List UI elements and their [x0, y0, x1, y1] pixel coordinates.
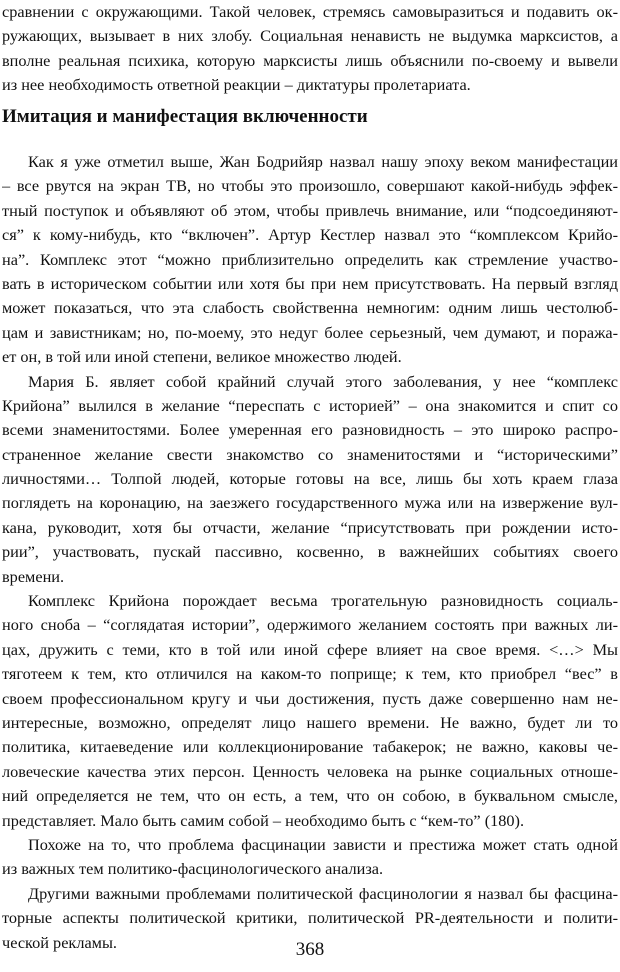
text-line: Похоже на то, что проблема фасцинации зависти и престижа может стать одной — [28, 834, 618, 854]
text-line: политика, китаеведение или коллекционирование табакерок; не важно, каковы че- — [2, 737, 618, 757]
text-line: цах, дружить с теми, кто в той или иной сфере влияет на свое время. <…> Мы — [2, 639, 618, 659]
text-line: ся” к кому-нибудь, кто “включен”. Артур Кестлер назвал это “комплексом Крийо- — [2, 225, 618, 245]
text-line: может показаться, что эта слабость свойственна немногим: одним лишь честолюб- — [2, 298, 618, 318]
text-line: кана, руководит, хотя бы отчасти, желание “присутствовать при рождении исто- — [2, 517, 618, 537]
text-line: из важных тем политико-фасцинологического анализа. — [2, 859, 384, 879]
text-line: страненное желание свести знакомство со знаменитостями и “историческими” — [2, 444, 618, 464]
text-line: ного снобa – “соглядатая истории”, одержимого желанием состоять при важных ли- — [2, 615, 618, 635]
text-line: цам и завистникам; но, по-моему, это недуг более серьезный, чем думают, и поража- — [2, 322, 618, 342]
text-line: всеми знаменитостями. Более умеренная его разновидность – это широко распро- — [2, 420, 618, 440]
section-heading: Имитация и манифестация включенности — [2, 106, 368, 127]
page-number: 368 — [295, 939, 325, 960]
text-line: ловеческие качества этих персон. Ценность человека на рынке социальных отноше- — [2, 761, 618, 781]
text-line: представляет. Мало быть самим собой – необходимо быть с “кем-то” (180). — [2, 810, 525, 830]
text-line: времени. — [2, 566, 65, 586]
text-line: интересные, возможно, определят лицо нашего времени. Не важно, будет ли то — [2, 712, 618, 732]
text-line: на”. Комплекс этот “можно приблизительно определить как стремление участво- — [2, 249, 618, 269]
text-line: вать в историческом событии или хотя бы при нем присутствовать. На первый взгляд — [2, 273, 618, 293]
text-line: – все рвутся на экран ТВ, но чтобы это произошло, совершают какой-нибудь эффек- — [2, 176, 618, 196]
intro-paragraph — [2, 0, 618, 98]
text-line: вполне реальная психика, которую марксисты лишь объяснили по-своему и вывели — [2, 50, 618, 70]
text-line: рии”, участвовать, пускай пассивно, косвенно, в важнейших событиях своего — [2, 542, 618, 562]
text-line: Как я уже отметил выше, Жан Бодрийяр назвал нашу эпоху веком манифестации — [28, 152, 618, 171]
text-line: своем профессиональном кругу и чьи достижения, пусть даже совершенно нам не- — [2, 688, 618, 708]
text-line: из нее необходимость ответной реакции – диктатуры пролетариата. — [2, 75, 471, 95]
text-line: личностями… Толпой людей, которые готовы на все, лишь бы хоть краем глаза — [2, 469, 618, 489]
text-line: тный поступок и объявляют об этом, чтобы привлечь внимание, или “подсоединяют- — [2, 200, 618, 220]
text-line: тяготеем к тем, кто отличился на каком-то поприще; к тем, кто приобрел “вес” в — [2, 664, 618, 684]
text-line: торные аспекты политической критики, политической PR-деятельности и полити- — [2, 908, 618, 928]
text-line: ет он, в той или иной степени, великое множество людей. — [2, 347, 402, 367]
text-line: ческой рекламы. — [2, 932, 117, 952]
text-line: ружающих, вызывает в них злобу. Социальная ненависть не выдумка марксистов, а — [2, 26, 618, 46]
text-line: сравнении с окружающими. Такой человек, стремясь самовыразиться и подавить ок- — [2, 2, 618, 21]
text-line: поглядеть на коронацию, на заезжего государственного мужа или на извержение вул- — [2, 493, 618, 513]
text-line: Комплекс Крийона порождает весьма трогательную разновидность социаль- — [28, 591, 618, 611]
body-text — [2, 150, 618, 955]
text-line: ний определяется не тем, что он есть, а тем, что он собою, в буквальном смысле, — [2, 786, 618, 806]
text-line: Другими важными проблемами политической фасцинологии я назвал бы фасцина- — [28, 883, 618, 903]
text-line: Крийона” вылился в желание “переспать с историей” – она знакомится и спит со — [2, 395, 618, 415]
text-line: Мария Б. являет собой крайний случай этого заболевания, у нее “комплекс — [28, 371, 618, 391]
